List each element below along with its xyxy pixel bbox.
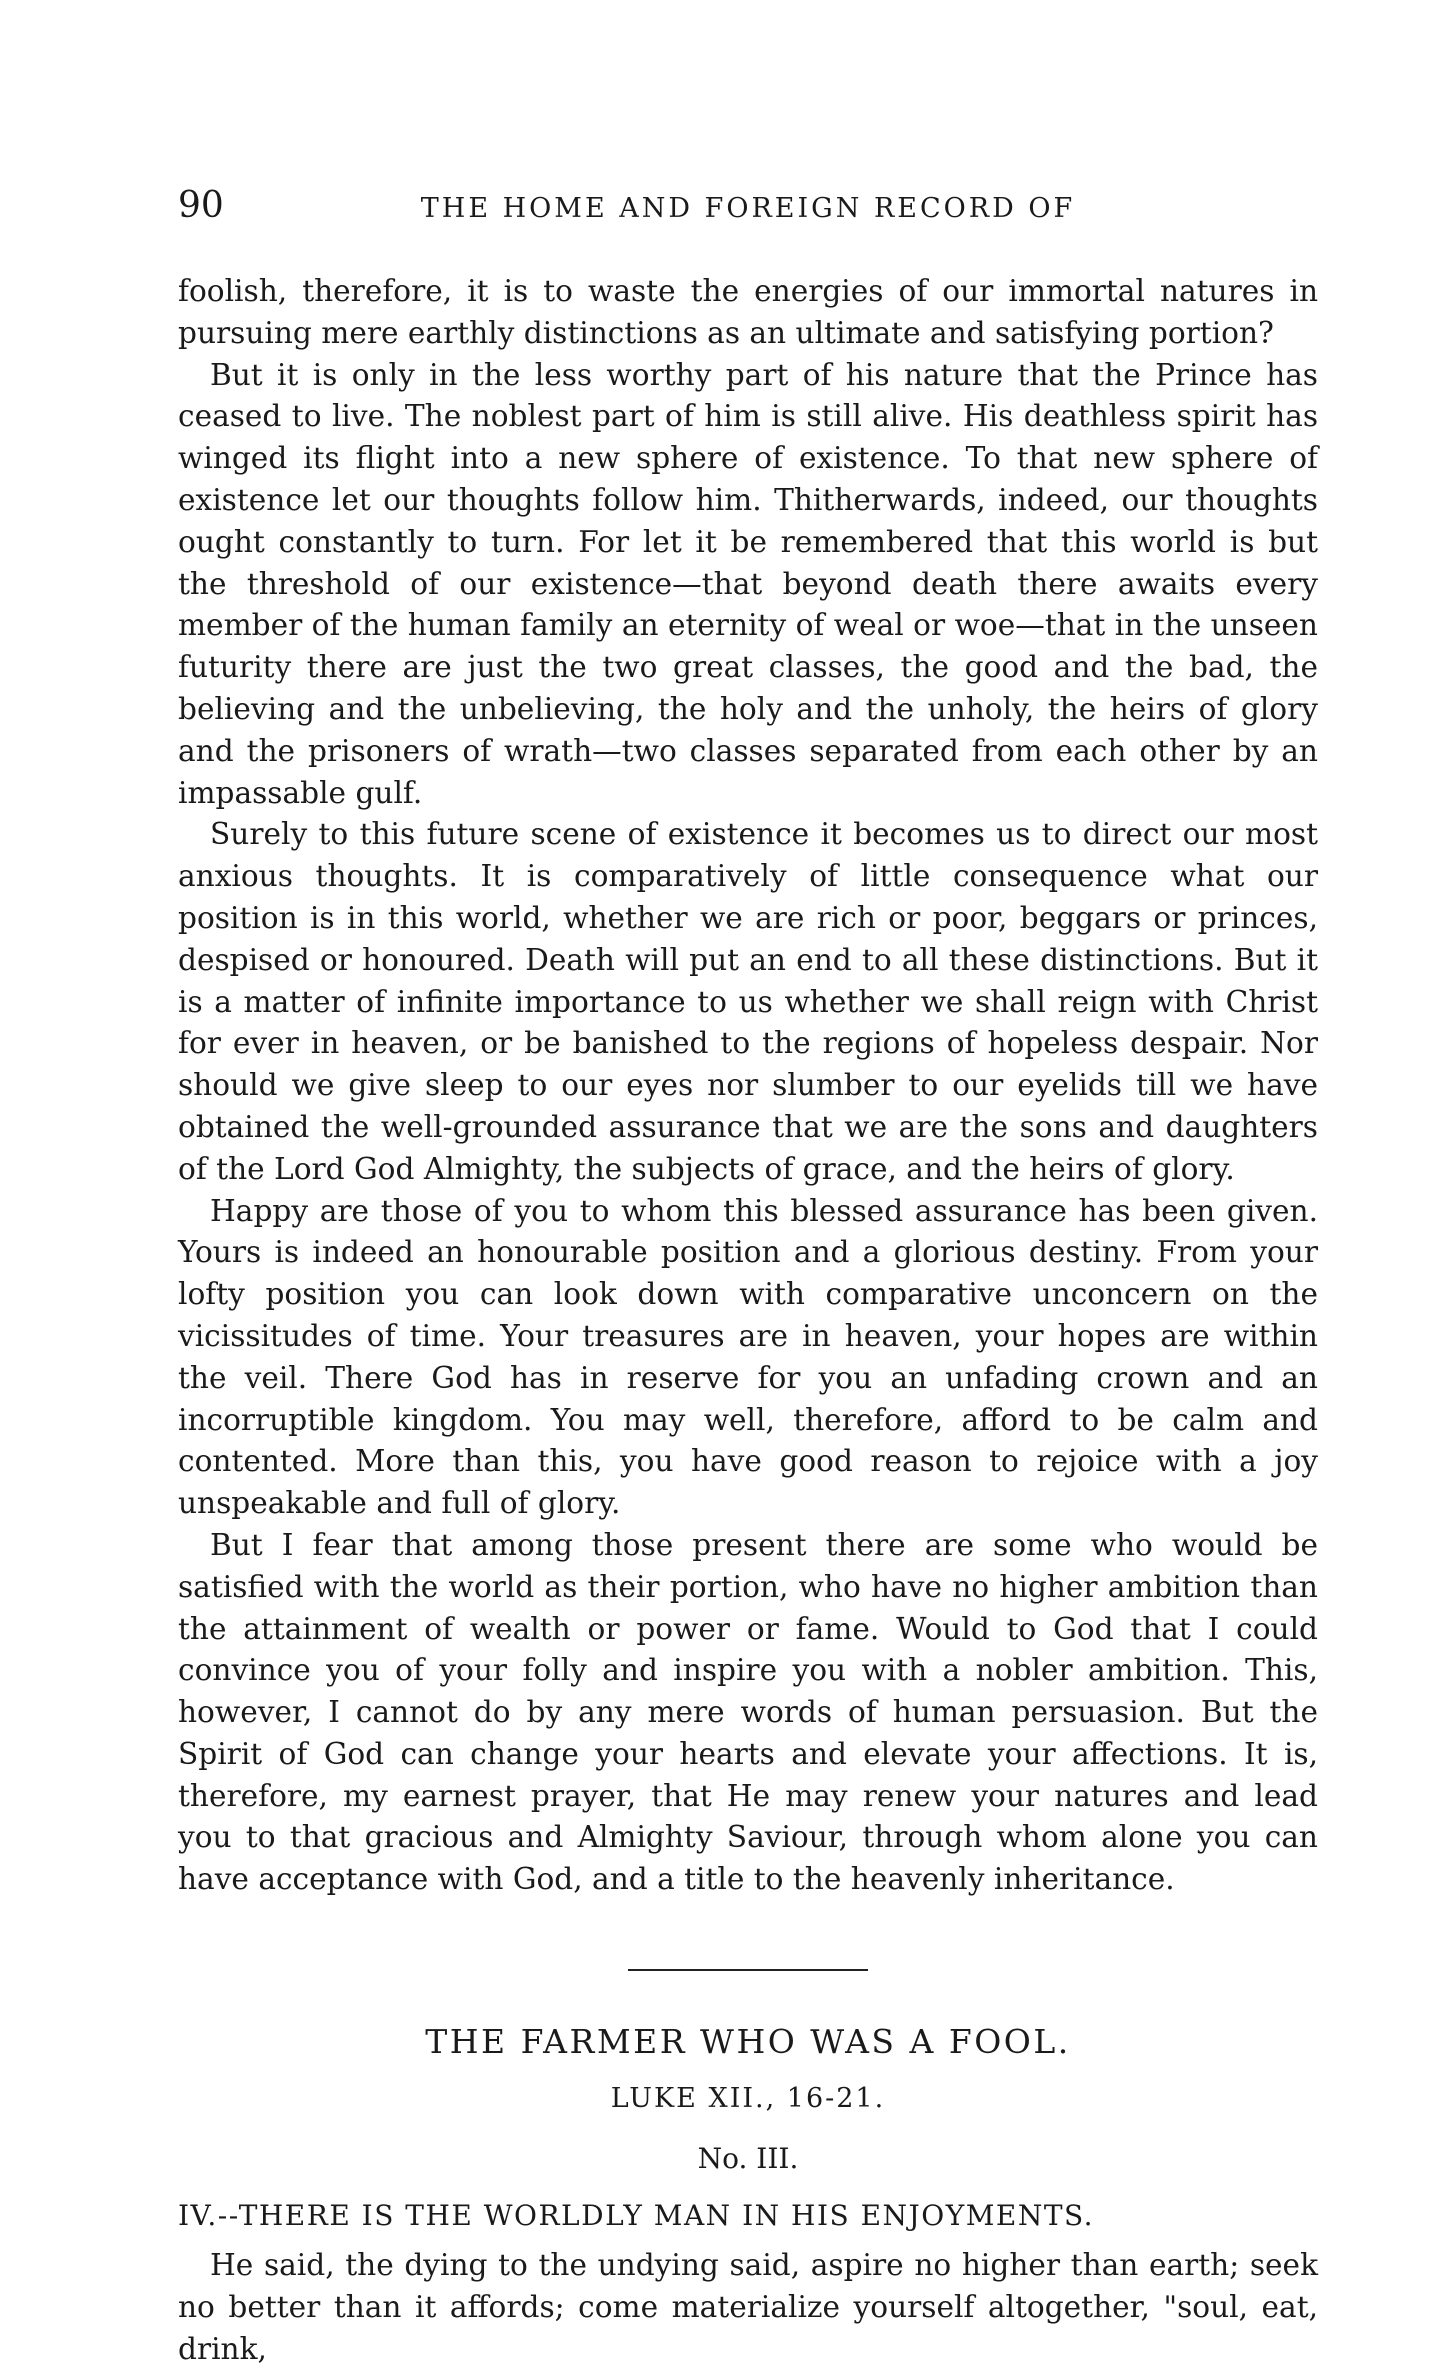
paragraph: But I fear that among those present there are some who would be satisfied with the world as their portion, who have no higher ambition than the attainment of wealth or power or fame. Would to God that I could convince you of your folly and inspire you with a nobler ambition. This, however, I cannot do by any mere words of human persuasion. But the Spirit of God can change your hearts and elevate your affections. It is, therefore, my earnest prayer, that He may renew your natures and lead you to that gracious and Almighty Saviour, through whom alone you can have acceptance with God, and a title to the heavenly inheritance.: [178, 1527, 1318, 1897]
page-number: 90: [178, 185, 224, 226]
section-divider: [628, 1969, 868, 1971]
article-text: [178, 2245, 1318, 2370]
scripture-reference: LUKE XII., 16-21.: [610, 2083, 886, 2115]
section-heading: IV.--THERE IS THE WORLDLY MAN IN HIS ENJOYMENTS.: [178, 2199, 1095, 2233]
sermon-text: [178, 271, 1318, 1901]
article-title: THE FARMER WHO WAS A FOOL.: [425, 2022, 1071, 2062]
paragraph: Surely to this future scene of existence it becomes us to direct our most anxious thoughts. It is comparatively of little consequence what our position is in this world, whether we are rich or poor, beggars or princes, despised or honoured. Death will put an end to all these distinctions. But it is a matter of infinite importance to us whether we shall reign with Christ for ever in heaven, or be banished to the regions of hopeless despair. Nor should we give sleep to our eyes nor slumber to our eyelids till we have obtained the well-grounded assurance that we are the sons and daughters of the Lord God Almighty, the subjects of grace, and the heirs of glory.: [178, 817, 1318, 1186]
paragraph: But it is only in the less worthy part of his nature that the Prince has ceased to live. The noblest part of him is still alive. His deathless spirit has winged its flight into a new sphere of existence. To that new sphere of existence let our thoughts follow him. Thitherwards, indeed, our thoughts ought constantly to turn. For let it be remembered that this world is but the threshold of our existence—that beyond death there awaits every member of the human family an eternity of weal or woe—that in the unseen futurity there are just the two great classes, the good and the bad, the believing and the unbelieving, the holy and the unholy, the heirs of glory and the prisoners of wrath—two classes separated from each other by an impassable gulf.: [178, 357, 1318, 810]
article-number: No. III.: [697, 2142, 799, 2176]
paragraph: foolish, therefore, it is to waste the energies of our immortal natures in pursuing mere earthly distinctions as an ultimate and satisfying portion?: [178, 274, 1318, 350]
page: [178, 185, 1318, 2370]
running-head: [178, 185, 1318, 245]
paragraph: Happy are those of you to whom this blessed assurance has been given. Yours is indeed an honourable position and a glorious destiny. From your lofty position you can look down with comparative unconcern on the vicissitudes of time. Your treasures are in heaven, your hopes are within the veil. There God has in reserve for you an unfading crown and an incorruptible kingdom. You may well, therefore, afford to be calm and contented. More than this, you have good reason to rejoice with a joy unspeakable and full of glory.: [178, 1193, 1318, 1521]
paragraph: He said, the dying to the undying said, aspire no higher than earth; seek no better than it affords; come materialize yourself altogether, "soul, eat, drink,: [178, 2248, 1318, 2366]
running-title: THE HOME AND FOREIGN RECORD OF: [420, 193, 1076, 224]
